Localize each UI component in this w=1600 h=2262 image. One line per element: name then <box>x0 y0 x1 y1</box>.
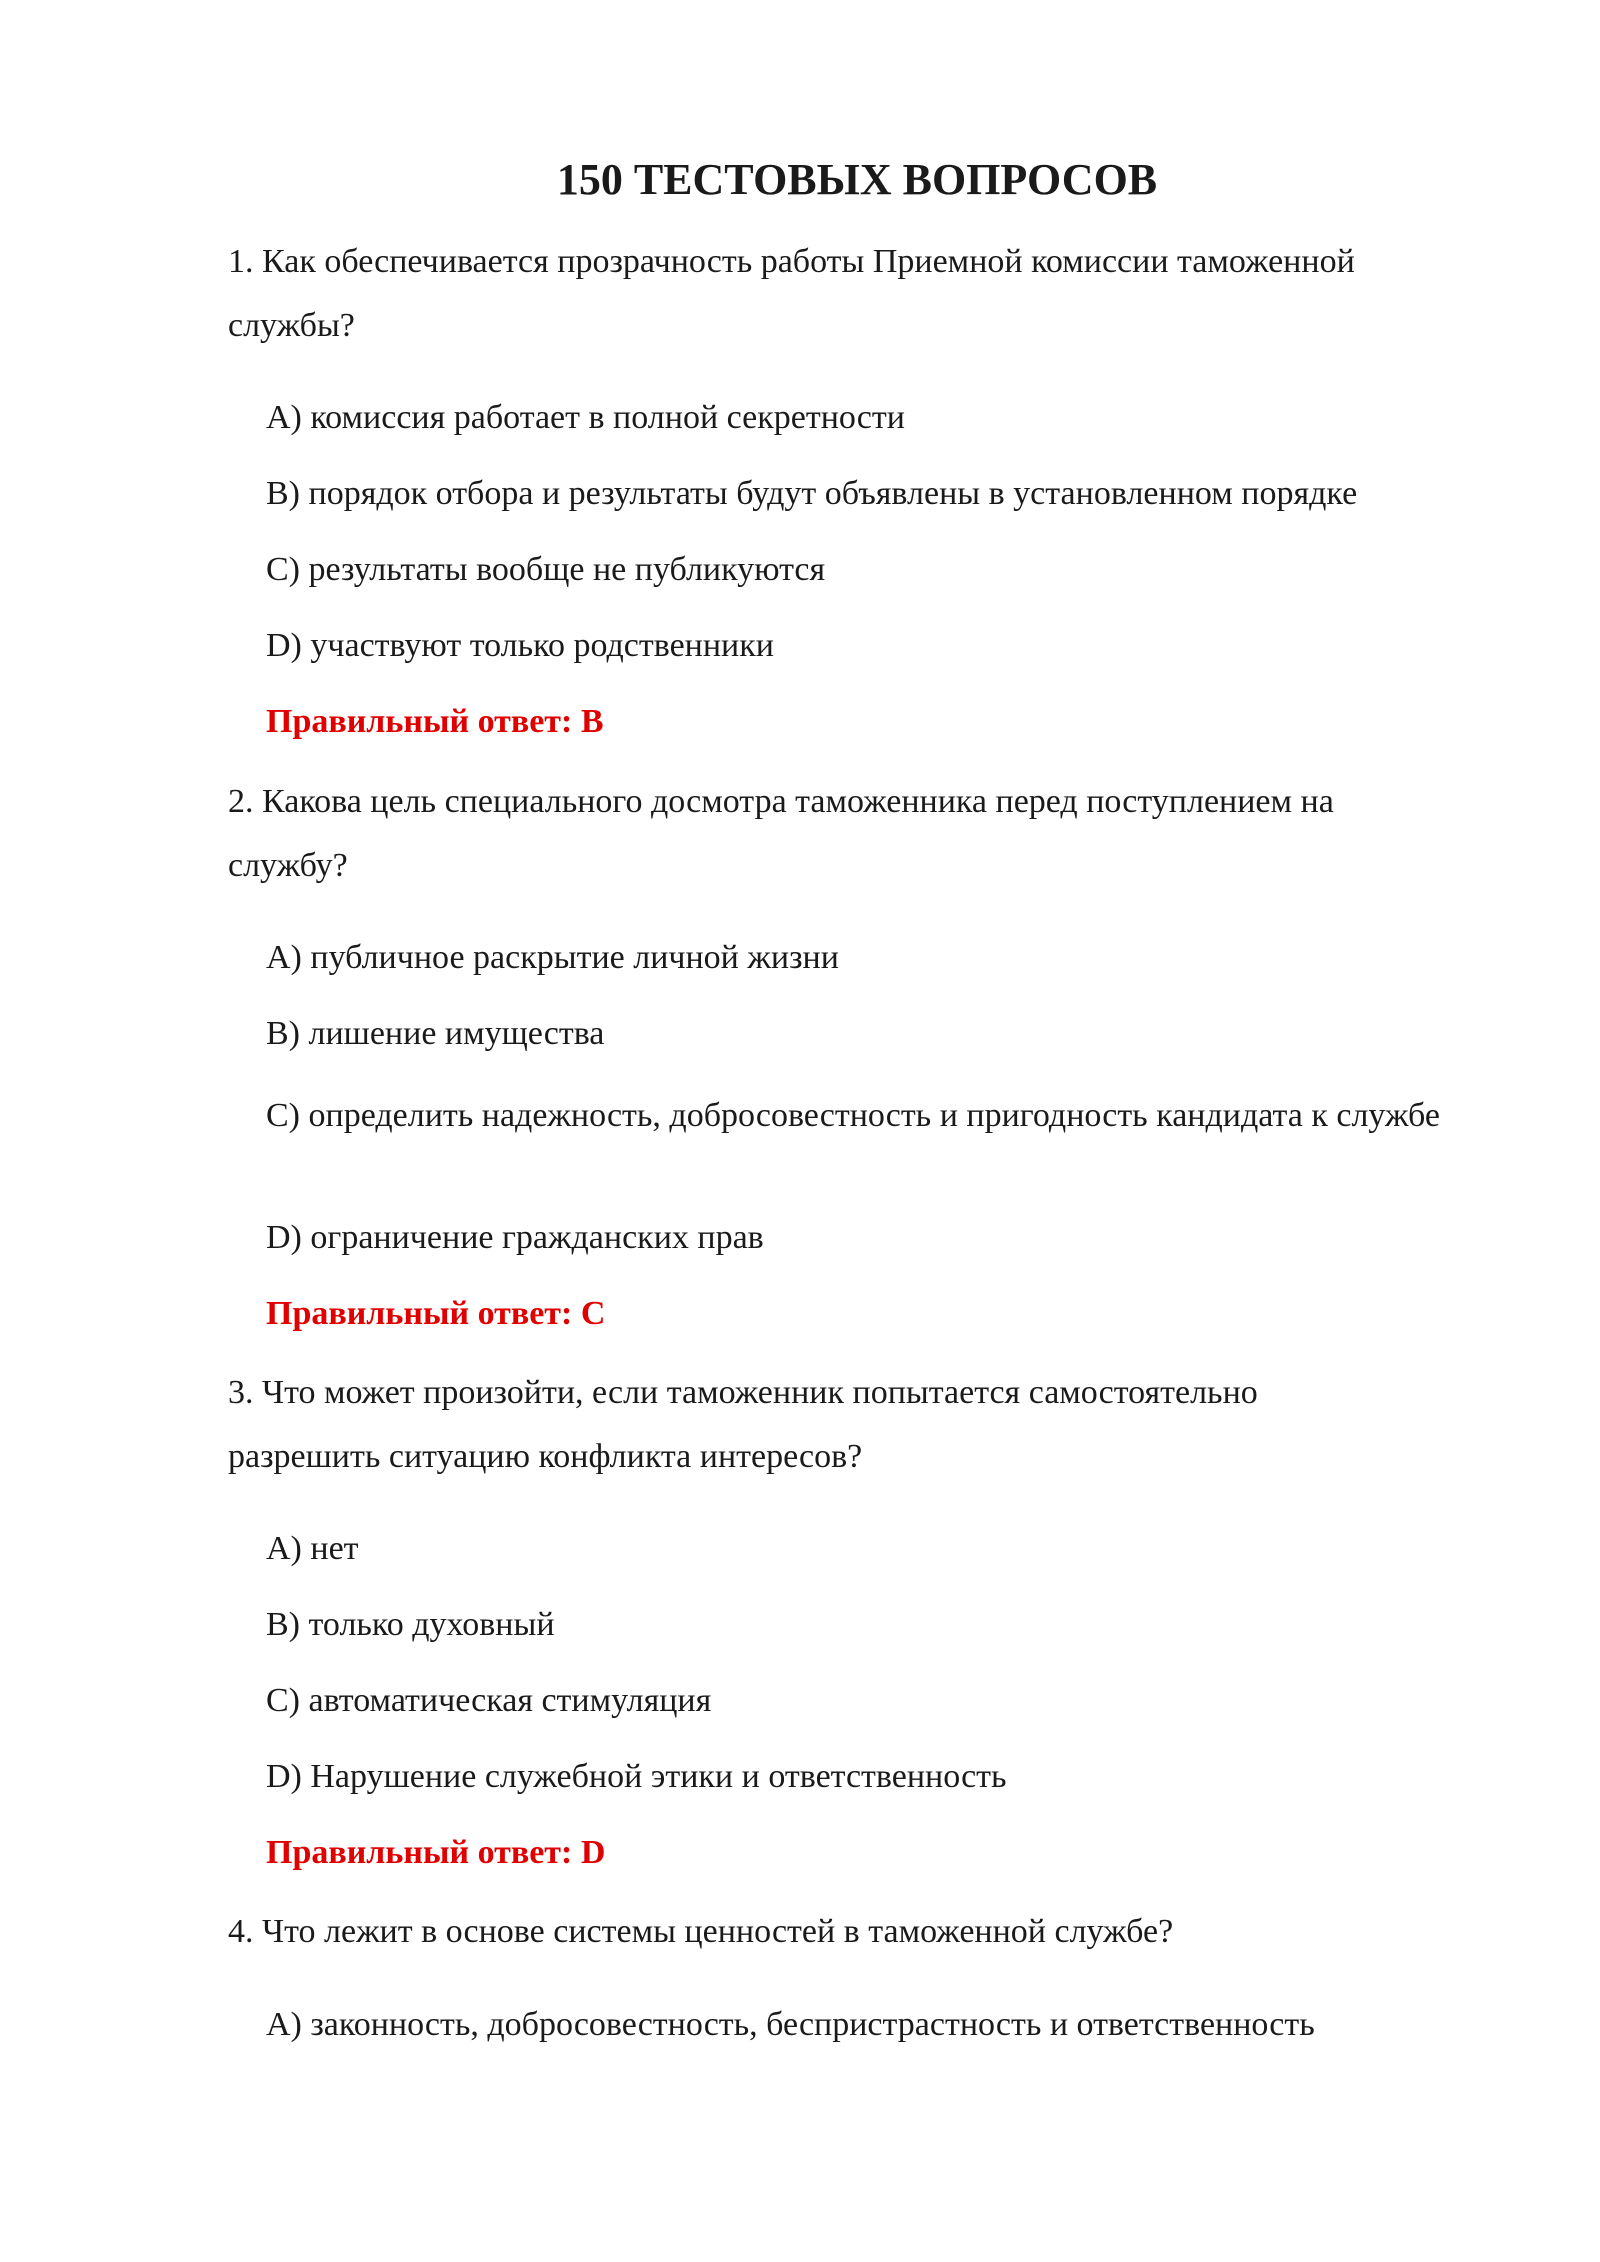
question-3-option-d: D) Нарушение служебной этики и ответственность <box>266 1758 1007 1795</box>
question-1-text-line-2: службы? <box>228 307 355 344</box>
question-3-option-a: A) нет <box>266 1530 359 1567</box>
question-4-option-a: A) законность, добросовестность, беспристрастность и ответственность <box>266 2006 1315 2043</box>
answer-value: B <box>580 703 604 740</box>
answer-label: Правильный ответ: <box>266 1295 573 1332</box>
question-3-text-line-1: 3. Что может произойти, если таможенник попытается самостоятельно <box>228 1374 1258 1411</box>
question-1-option-b: B) порядок отбора и результаты будут объявлены в установленном порядке <box>266 475 1358 512</box>
question-1-correct-answer <box>266 697 604 747</box>
question-2-option-d: D) ограничение гражданских прав <box>266 1219 764 1256</box>
answer-label: Правильный ответ: <box>266 1834 573 1871</box>
question-1-option-a: A) комиссия работает в полной секретности <box>266 399 905 436</box>
question-2-option-c: C) определить надежность, добросовестность и пригодность кандидата к службе <box>266 1097 1440 1134</box>
answer-value: D <box>580 1834 606 1871</box>
question-1-option-d: D) участвуют только родственники <box>266 627 774 664</box>
answer-label: Правильный ответ: <box>266 703 573 740</box>
question-1-option-c: C) результаты вообще не публикуются <box>266 551 826 588</box>
question-2-text-line-1: 2. Какова цель специального досмотра таможенника перед поступлением на <box>228 783 1334 820</box>
document-title: 150 ТЕСТОВЫХ ВОПРОСОВ <box>556 155 1158 204</box>
answer-value: C <box>580 1295 606 1332</box>
question-2-option-b: B) лишение имущества <box>266 1015 605 1052</box>
question-3-text-line-2: разрешить ситуацию конфликта интересов? <box>228 1438 863 1475</box>
question-3-option-c: C) автоматическая стимуляция <box>266 1682 712 1719</box>
question-4-text-line-1: 4. Что лежит в основе системы ценностей в таможенной службе? <box>228 1913 1174 1950</box>
question-1-text-line-1: 1. Как обеспечивается прозрачность работы Приемной комиссии таможенной <box>228 243 1355 280</box>
question-2-text-line-2: службу? <box>228 847 348 884</box>
question-3-correct-answer <box>266 1828 605 1878</box>
question-2-option-a: A) публичное раскрытие личной жизни <box>266 939 839 976</box>
question-2-correct-answer <box>266 1289 605 1339</box>
question-3-option-b: B) только духовный <box>266 1606 555 1643</box>
